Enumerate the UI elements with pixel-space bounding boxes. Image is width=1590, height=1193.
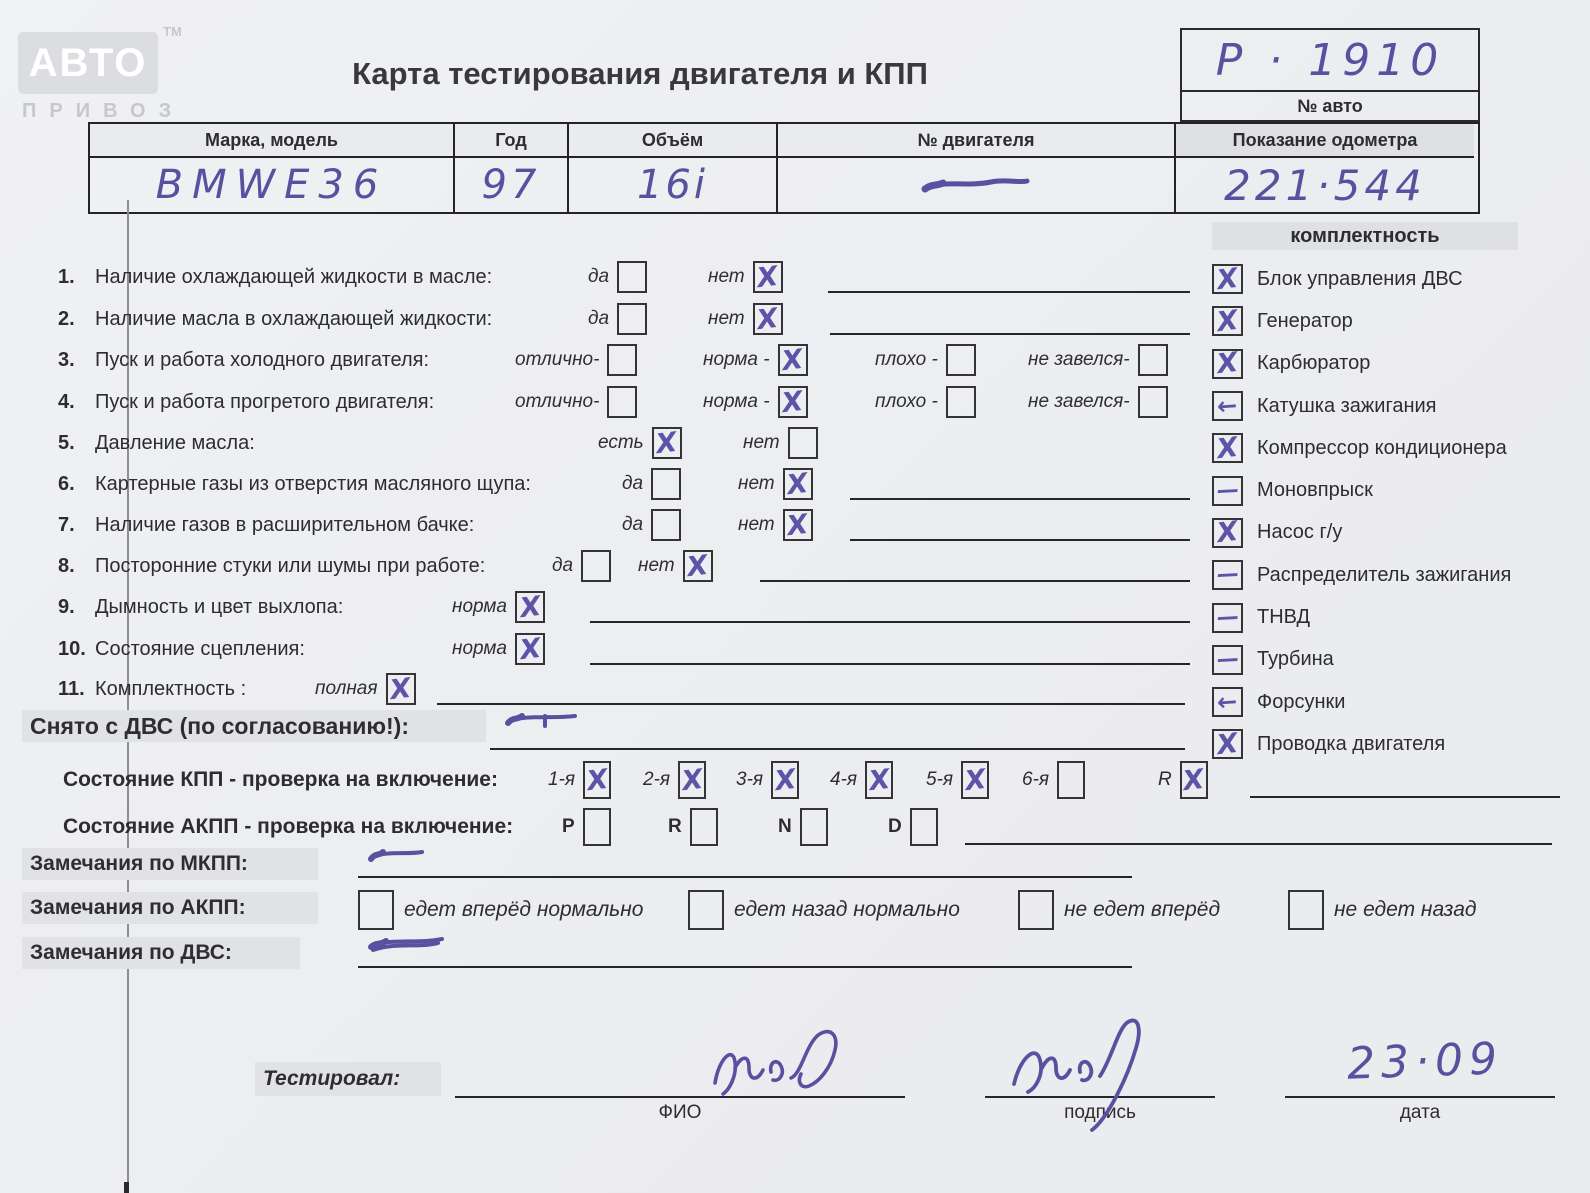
check-mark: ← — [1216, 391, 1239, 421]
checkbox[interactable] — [1212, 391, 1243, 421]
checkbox-otlichno[interactable] — [607, 386, 637, 418]
equipment-item — [1212, 512, 1542, 554]
item-label: Посторонние стуки или шумы при работе: — [95, 555, 486, 577]
check-mark: X — [517, 590, 543, 624]
akpp-row-label: Состояние АКПП - проверка на включение: — [63, 815, 514, 838]
remarks-akpp-label: Замечания по АКПП: — [30, 896, 246, 919]
vehicle-table — [88, 122, 1480, 214]
auto-number-handwritten: P · 1910 — [1215, 34, 1445, 86]
auto-number-label: № авто — [1297, 95, 1363, 116]
kpp-row-label: Состояние КПП - проверка на включение: — [63, 768, 498, 791]
option-label: отлично- — [515, 391, 600, 412]
col-header-odometer: Показание одометра — [1176, 124, 1474, 158]
remark-option-label: едет вперёд нормально — [404, 898, 644, 921]
gear-label: D — [888, 816, 902, 837]
checkbox-est[interactable] — [652, 427, 682, 459]
checkbox-gear-2[interactable] — [678, 761, 706, 799]
check-mark: X — [1215, 431, 1240, 465]
item-label: Наличие газов в расширительном бачке: — [95, 514, 475, 536]
equipment-label: Карбюратор — [1257, 352, 1371, 375]
item-number: 9. — [58, 596, 75, 618]
item-number: 11. — [58, 678, 85, 700]
option-label: да — [622, 514, 644, 535]
checkbox-da[interactable] — [581, 550, 611, 582]
option-label: да — [552, 555, 574, 576]
check-mark: X — [755, 302, 780, 336]
signature-scribble — [1000, 1018, 1200, 1133]
equipment-label: Генератор — [1257, 309, 1353, 332]
dvs-remark-scribble — [368, 934, 446, 954]
check-mark: X — [785, 508, 810, 542]
check-mark: X — [679, 763, 705, 797]
checkbox-r[interactable] — [690, 808, 718, 846]
auto-number-cell[interactable] — [1182, 30, 1478, 92]
item-number: 10. — [58, 638, 86, 660]
equipment-item — [1212, 300, 1542, 342]
check-mark: X — [388, 672, 413, 706]
checkbox-net[interactable] — [783, 509, 813, 541]
option-label: норма - — [703, 349, 770, 370]
write-in-line[interactable] — [358, 876, 1132, 878]
engine-no-scribble — [921, 174, 1031, 196]
option-label: нет — [708, 266, 745, 287]
option-label: да — [588, 308, 610, 329]
item-number: 8. — [58, 555, 75, 577]
make-model-handwritten: BMWE36 — [155, 162, 388, 208]
brand-logo — [18, 32, 158, 94]
check-mark: X — [1215, 304, 1240, 339]
gear-label: 4-я — [830, 769, 858, 790]
mkpp-remark-scribble — [368, 846, 426, 864]
option-label: да — [588, 266, 610, 287]
item-label: Давление масла: — [95, 432, 255, 454]
option-label: нет — [638, 555, 675, 576]
remarks-dvs-label: Замечания по ДВС: — [30, 941, 232, 964]
tested-by-label: Тестировал: — [263, 1067, 401, 1090]
remark-option-label: не едет назад — [1334, 898, 1477, 921]
kpp-check-row — [0, 756, 1590, 804]
equipment-item — [1212, 639, 1542, 681]
check-mark: X — [584, 763, 610, 797]
option-label: не завелся- — [1028, 349, 1130, 370]
checkbox[interactable] — [1212, 645, 1243, 675]
equipment-item — [1212, 596, 1542, 638]
gear-label: P — [562, 816, 575, 837]
item-label: Наличие охлаждающей жидкости в масле: — [95, 266, 493, 288]
item-label: Картерные газы из отверстия масляного щупа: — [95, 473, 531, 495]
col-header-engine-no: № двигателя — [778, 124, 1176, 158]
checkbox-ne-zavelsya[interactable] — [1138, 386, 1168, 418]
checkbox-net[interactable] — [753, 303, 783, 335]
col-header-make-model: Марка, модель — [90, 124, 455, 158]
item-number: 7. — [58, 514, 75, 536]
remarks-dvs-bar — [22, 937, 300, 969]
page-title: Карта тестирования двигателя и КПП — [352, 56, 928, 91]
equipment-header: комплектность — [1212, 222, 1518, 250]
checkbox-gear-3[interactable] — [771, 761, 799, 799]
checkbox-backward-ok[interactable] — [688, 890, 724, 930]
brand-logo-text: АВТО — [28, 40, 148, 85]
item-number: 6. — [58, 473, 75, 495]
check-mark: — — [1215, 603, 1240, 631]
signature-caption: подпись — [1064, 1102, 1136, 1123]
check-mark: X — [517, 632, 543, 666]
option-label: норма — [452, 596, 507, 617]
checkbox-d[interactable] — [910, 808, 938, 846]
option-label: да — [622, 473, 644, 494]
cell-odometer[interactable] — [1176, 158, 1474, 212]
fio-caption: ФИО — [658, 1102, 702, 1123]
checkbox[interactable] — [1212, 264, 1243, 294]
option-label: отлично- — [515, 349, 600, 370]
equipment-label: Форсунки — [1257, 690, 1346, 713]
volume-handwritten: 16i — [636, 162, 708, 208]
equipment-item — [1212, 258, 1542, 300]
checkbox-da[interactable] — [617, 261, 647, 293]
write-in-line[interactable] — [490, 748, 1185, 750]
date-line[interactable] — [1285, 1096, 1555, 1098]
check-mark: X — [1215, 262, 1240, 296]
trademark-symbol: TM — [163, 24, 182, 39]
checkbox-no-backward[interactable] — [1288, 890, 1324, 930]
cell-year[interactable] — [455, 158, 569, 212]
remark-option-label: едет назад нормально — [734, 898, 960, 921]
equipment-label: Моновпрыск — [1257, 479, 1373, 502]
date-caption: дата — [1399, 1102, 1441, 1123]
check-mark: X — [780, 385, 805, 419]
tested-by-bar — [255, 1062, 441, 1096]
gear-label: 3-я — [736, 769, 764, 790]
equipment-label: ТНВД — [1257, 606, 1311, 629]
checkbox-gear-4[interactable] — [865, 761, 893, 799]
checkbox-gear-6[interactable] — [1057, 761, 1085, 799]
checkbox-gear-5[interactable] — [961, 761, 989, 799]
option-label: нет — [738, 473, 775, 494]
checkbox-da[interactable] — [617, 303, 647, 335]
item-label: Наличие масла в охлаждающей жидкости: — [95, 308, 493, 330]
item-label: Комплектность : — [95, 678, 247, 700]
removed-section-label: Снято с ДВС (по согласованию!): — [30, 712, 409, 739]
option-label: нет — [743, 432, 780, 453]
akpp-check-row — [0, 803, 1590, 851]
write-in-line[interactable] — [850, 539, 1190, 541]
gear-label: 6-я — [1022, 769, 1050, 790]
option-label: не завелся- — [1028, 391, 1130, 412]
write-in-line[interactable] — [850, 498, 1190, 500]
date-handwritten: 23·09 — [1346, 1033, 1504, 1090]
check-mark: X — [772, 763, 798, 797]
item-label: Состояние сцепления: — [95, 638, 305, 660]
option-label: нет — [738, 514, 775, 535]
gear-label: 5-я — [926, 769, 954, 790]
item-number: 1. — [58, 266, 75, 288]
option-label: нет — [708, 308, 745, 329]
check-mark: X — [1215, 727, 1240, 762]
option-label: плохо - — [875, 391, 938, 412]
checkbox[interactable] — [1212, 304, 1243, 339]
option-label: есть — [598, 432, 644, 453]
tester-name-scribble — [705, 1028, 895, 1100]
checkbox[interactable] — [1212, 560, 1243, 590]
checkbox[interactable] — [1212, 687, 1243, 717]
gear-label: 1-я — [548, 769, 576, 790]
write-in-line[interactable] — [437, 703, 1185, 705]
checkbox[interactable] — [1212, 349, 1243, 379]
auto-number-box — [1180, 28, 1480, 122]
option-label: норма — [452, 638, 507, 659]
scan-edge-mark — [124, 1182, 129, 1193]
checkbox-forward-ok[interactable] — [358, 890, 394, 930]
remarks-mkpp-bar — [22, 848, 318, 880]
checkbox-gear-r[interactable] — [1180, 761, 1208, 799]
brand-logo-subtext: ПРИВОЗ — [22, 100, 185, 122]
gear-label: 2-я — [643, 769, 671, 790]
write-in-line[interactable] — [828, 291, 1190, 293]
checkbox-plokho[interactable] — [946, 386, 976, 418]
checkbox-net[interactable] — [683, 550, 713, 582]
checkbox-norma[interactable] — [515, 633, 545, 665]
write-in-line[interactable] — [358, 966, 1132, 968]
write-in-line[interactable] — [965, 843, 1552, 845]
removed-section-bar — [22, 710, 486, 742]
checkbox-net[interactable] — [788, 427, 818, 459]
remarks-akpp-options — [0, 888, 1590, 932]
remarks-mkpp-label: Замечания по МКПП: — [30, 852, 248, 875]
checkbox-polnaya[interactable] — [386, 673, 416, 705]
check-mark: X — [1215, 516, 1240, 550]
checkbox-da[interactable] — [651, 468, 681, 500]
checkbox-norma[interactable] — [515, 591, 545, 623]
check-mark: — — [1215, 646, 1240, 673]
checkbox-otlichno[interactable] — [607, 344, 637, 376]
equipment-label: Насос г/у — [1257, 521, 1343, 544]
checkbox-p[interactable] — [583, 808, 611, 846]
write-in-line[interactable] — [1250, 796, 1560, 798]
check-mark: X — [785, 467, 810, 501]
checkbox-plokho[interactable] — [946, 344, 976, 376]
col-header-volume: Объём — [569, 124, 778, 158]
equipment-label: Катушка зажигания — [1257, 394, 1437, 417]
gear-label: R — [668, 816, 682, 837]
check-mark: ← — [1216, 687, 1239, 717]
write-in-line[interactable] — [830, 333, 1190, 335]
cell-volume[interactable] — [569, 158, 778, 212]
checkbox[interactable] — [1212, 518, 1243, 548]
odometer-handwritten: 221·544 — [1224, 160, 1426, 210]
checkbox-norma[interactable] — [778, 386, 808, 418]
cell-make-model[interactable] — [90, 158, 455, 212]
option-label: полная — [315, 678, 378, 699]
equipment-label: Проводка двигателя — [1257, 732, 1446, 755]
equipment-label: Блок управления ДВС — [1257, 267, 1463, 290]
checkbox-net[interactable] — [753, 261, 783, 293]
equipment-label: Компрессор кондиционера — [1257, 436, 1507, 459]
checkbox[interactable] — [1212, 727, 1243, 762]
removed-line-scribble — [505, 708, 580, 730]
check-mark: X — [780, 343, 805, 377]
write-in-line[interactable] — [760, 580, 1190, 582]
check-mark: X — [755, 260, 780, 294]
item-number: 4. — [58, 391, 75, 413]
checkbox[interactable] — [1212, 476, 1243, 506]
checkbox-da[interactable] — [651, 509, 681, 541]
checkbox-gear-1[interactable] — [583, 761, 611, 799]
check-mark: X — [1215, 347, 1240, 381]
item-number: 3. — [58, 349, 75, 371]
check-mark: X — [1181, 763, 1206, 797]
item-number: 5. — [58, 432, 75, 454]
check-mark: X — [654, 426, 679, 460]
checkbox-net[interactable] — [783, 468, 813, 500]
check-mark: X — [866, 763, 892, 797]
gear-label: R — [1158, 769, 1172, 790]
option-label: норма - — [703, 391, 770, 412]
write-in-line[interactable] — [590, 621, 1190, 623]
checkbox[interactable] — [1212, 433, 1243, 463]
equipment-label: Турбина — [1257, 648, 1334, 671]
checkbox-no-forward[interactable] — [1018, 890, 1054, 930]
equipment-item — [1212, 427, 1542, 469]
equipment-label: Распределитель зажигания — [1257, 563, 1512, 586]
year-handwritten: 97 — [481, 162, 541, 208]
check-mark: — — [1215, 561, 1240, 588]
option-label: плохо - — [875, 349, 938, 370]
checkbox-n[interactable] — [800, 808, 828, 846]
col-header-year: Год — [455, 124, 569, 158]
checkbox[interactable] — [1212, 603, 1243, 633]
cell-engine-no[interactable] — [778, 158, 1176, 212]
equipment-item — [1212, 554, 1542, 596]
item-label: Дымность и цвет выхлопа: — [95, 596, 344, 618]
equipment-section — [1212, 222, 1542, 766]
equipment-item — [1212, 343, 1542, 385]
item-label: Пуск и работа холодного двигателя: — [95, 349, 430, 371]
item-label: Пуск и работа прогретого двигателя: — [95, 391, 435, 413]
write-in-line[interactable] — [590, 663, 1190, 665]
equipment-item — [1212, 469, 1542, 511]
item-number: 2. — [58, 308, 75, 330]
check-mark: X — [962, 763, 988, 797]
check-mark: X — [685, 549, 710, 583]
check-mark: — — [1215, 477, 1240, 504]
checkbox-ne-zavelsya[interactable] — [1138, 344, 1168, 376]
checkbox-norma[interactable] — [778, 344, 808, 376]
gear-label: N — [778, 816, 792, 837]
remark-option-label: не едет вперёд — [1064, 898, 1221, 921]
equipment-item — [1212, 385, 1542, 427]
equipment-item — [1212, 681, 1542, 723]
